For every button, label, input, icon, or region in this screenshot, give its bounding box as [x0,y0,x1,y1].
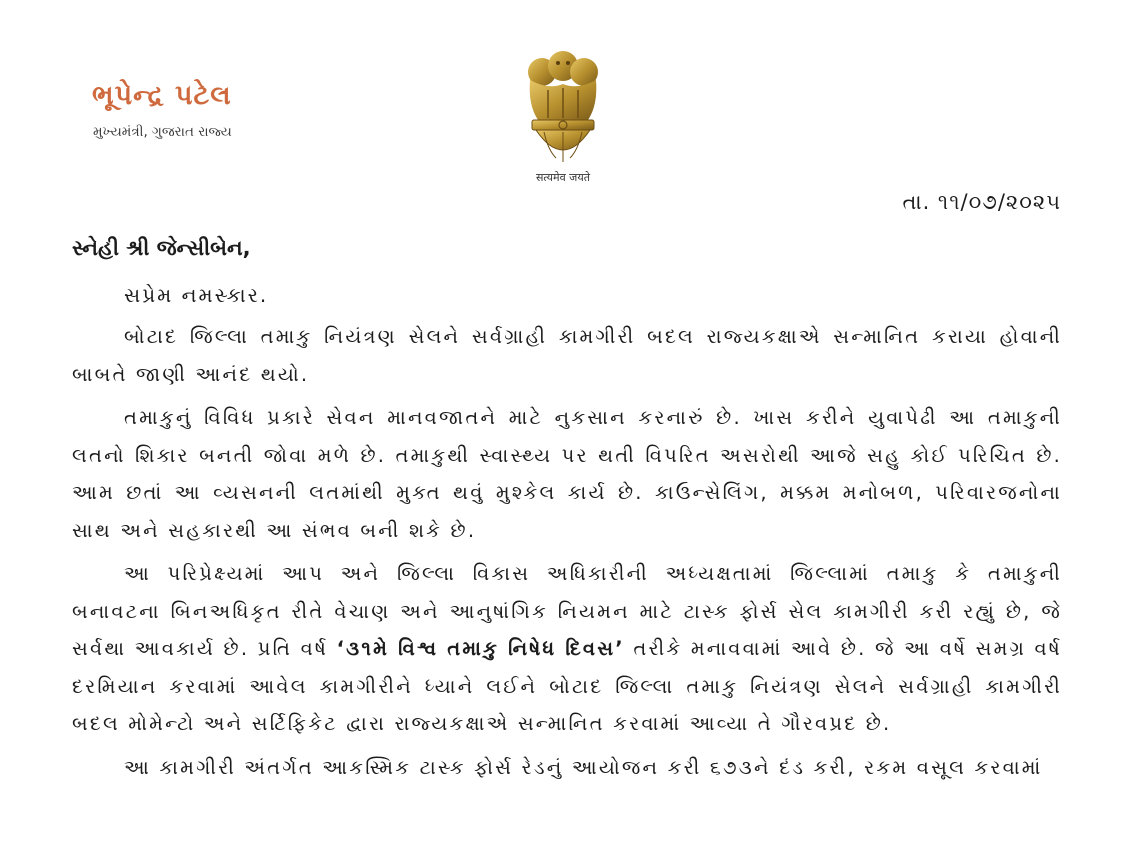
sender-name: ભૂપેન્દ્ર પટેલ [92,80,232,111]
world-no-tobacco-day-text: ‘૩૧મે વિશ્વ તમાકુ નિષેધ દિવસ’ [336,637,625,660]
paragraph-3-start: આ પરિપ્રેક્ષ્યમાં આપ અને જિલ્લા વિકાસ અધિકારીની અધ્યક્ષતામાં જિલ્લામાં તમાકુ કે તમાકુની બનાવટના બિનઅધિકૃત રીતે વેચાણ અને આનુષાંગિક નિયમન માટે ટાસ્ક ફોર્સ સેલ કામગીરી કરી રહ્યું છે, જે સર્વથા આવકાર્ય છે. પ્રતિ વર્ષ [72,562,1062,660]
greeting: સપ્રેમ નમસ્કાર. [124,283,269,307]
national-emblem-icon [518,50,608,190]
paragraph-1: બોટાદ જિલ્લા તમાકુ નિયંત્રણ સેલને સર્વગ્રાહી કામગીરી બદલ રાજ્યકક્ષાએ સન્માનિત કરાયા હોવાની બાબતે જાણી આનંદ થયો. [72,325,1062,386]
sender-designation: મુખ્યમંત્રી, ગુજરાત રાજ્ય [93,124,232,140]
paragraph-2: તમાકુનું વિવિધ પ્રકારે સેવન માનવજાતને માટે નુકસાન કરનારું છે. ખાસ કરીને યુવાપેઢી આ તમાકુની લતનો શિકાર બનતી જોવા મળે છે. તમાકુથી સ્વાસ્થ્ય પર થતી વિપરિત અસરોથી આજે સહુ કોઈ પરિચિત છે. આમ છતાં આ વ્યસનની લતમાંથી મુક્ત થવું મુશ્કેલ કાર્ય છે. કાઉન્સેલિંગ, મક્કમ મનોબળ, પરિવારજનોના સાથ અને સહકારથી આ સંભવ બની શકે છે. [72,406,1062,542]
letter-date: તા. ૧૧/૦૭/૨૦૨૫ [902,190,1061,214]
emblem-motto: सत्यमेव जयते [535,171,590,184]
paragraph-4: આ કામગીરી અંતર્ગત આકસ્મિક ટાસ્ક ફોર્સ રેડનું આયોજન કરી ૬૭૩ને દંડ કરી, રકમ વસૂલ કરવામાં [124,755,1043,779]
paragraph-3 [72,555,1062,743]
paragraph-3-end: તરીકે મનાવવામાં આવે છે. જે આ વર્ષે સમગ્ર વર્ષ દરમિયાન કરવામાં આવેલ કામગીરીને ધ્યાને લઈને બોટાદ જિલ્લા તમાકુ નિયંત્રણ સેલને સર્વગ્રાહી કામગીરી બદલ મોમેન્ટો અને સર્ટિફિકેટ દ્વારા રાજ્યકક્ષાએ સન્માનિત કરવામાં આવ્યા તે ગૌરવપ્રદ છે. [72,637,1063,735]
letter-body [72,318,1062,792]
salutation: સ્નેહી શ્રી જેન્સીબેન, [72,236,251,260]
